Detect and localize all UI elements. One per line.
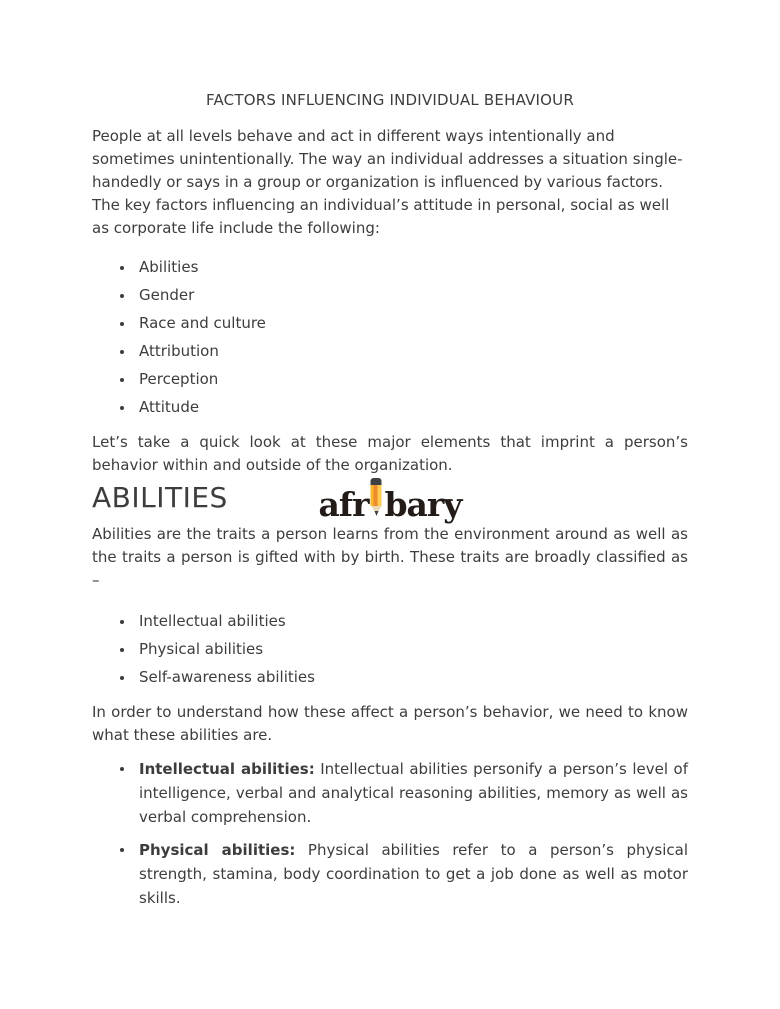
factors-list xyxy=(92,256,688,419)
bullet-icon xyxy=(120,620,124,624)
list-item xyxy=(92,638,688,661)
ability-details-list xyxy=(92,757,688,910)
bullet-icon xyxy=(120,848,124,852)
bullet-icon xyxy=(120,350,124,354)
understanding-paragraph: In order to understand how these affect a person’s behavior, we need to know what these abilities are. xyxy=(92,703,688,744)
list-item xyxy=(92,284,688,307)
list-item xyxy=(92,757,688,829)
detail-text xyxy=(139,757,688,829)
bullet-icon xyxy=(120,767,124,771)
section-heading-abilities: ABILITIES xyxy=(92,481,228,514)
bullet-icon xyxy=(120,294,124,298)
list-item xyxy=(92,838,688,910)
watermark-text-prefix: afr xyxy=(318,485,369,524)
watermark-text-suffix: bary xyxy=(384,485,462,524)
bullet-icon xyxy=(120,676,124,680)
list-item xyxy=(92,368,688,391)
bullet-icon xyxy=(120,378,124,382)
list-item xyxy=(92,666,688,689)
list-item-label: Physical abilities xyxy=(139,640,264,658)
bullet-icon xyxy=(120,406,124,410)
list-item xyxy=(92,396,688,419)
detail-text xyxy=(139,838,688,910)
document-title: FACTORS INFLUENCING INDIVIDUAL BEHAVIOUR xyxy=(206,91,574,109)
detail-description: Physical abilities refer to a person’s physical strength, stamina, body coordination to get a job done as well as motor skills. xyxy=(139,841,688,907)
list-item-label: Intellectual abilities xyxy=(139,612,286,630)
list-item xyxy=(92,610,688,633)
abilities-intro-paragraph: Abilities are the traits a person learns from the environment around as well as the traits a person is gifted with by birth. These traits are broadly classified as – xyxy=(92,525,688,589)
detail-term: Intellectual abilities: xyxy=(139,760,315,778)
list-item-label: Perception xyxy=(139,370,219,388)
list-item-label: Attribution xyxy=(139,342,219,360)
list-item-label: Abilities xyxy=(139,258,199,276)
bullet-icon xyxy=(120,266,124,270)
bullet-icon xyxy=(120,322,124,326)
list-item xyxy=(92,340,688,363)
list-item-label: Race and culture xyxy=(139,314,266,332)
list-item xyxy=(92,256,688,279)
bullet-icon xyxy=(120,648,124,652)
intro-paragraph: People at all levels behave and act in different ways intentionally and sometimes unintentionally. The way an individual addresses a situation single-handedly or says in a group or organization is influenced by various factors. The key factors influencing an individual’s attitude in personal, social as well as corporate life include the following: xyxy=(92,127,683,237)
detail-term: Physical abilities: xyxy=(139,841,296,859)
detail-description: Intellectual abilities personify a person’s level of intelligence, verbal and analytical reasoning abilities, memory as well as verbal comprehension. xyxy=(139,760,689,826)
ability-types-list xyxy=(92,610,688,689)
list-item-label: Attitude xyxy=(139,398,200,416)
list-item xyxy=(92,312,688,335)
list-item-label: Self-awareness abilities xyxy=(139,668,315,686)
transition-paragraph: Let’s take a quick look at these major elements that imprint a person’s behavior within and outside of the organization. xyxy=(92,433,688,474)
list-item-label: Gender xyxy=(139,286,195,304)
